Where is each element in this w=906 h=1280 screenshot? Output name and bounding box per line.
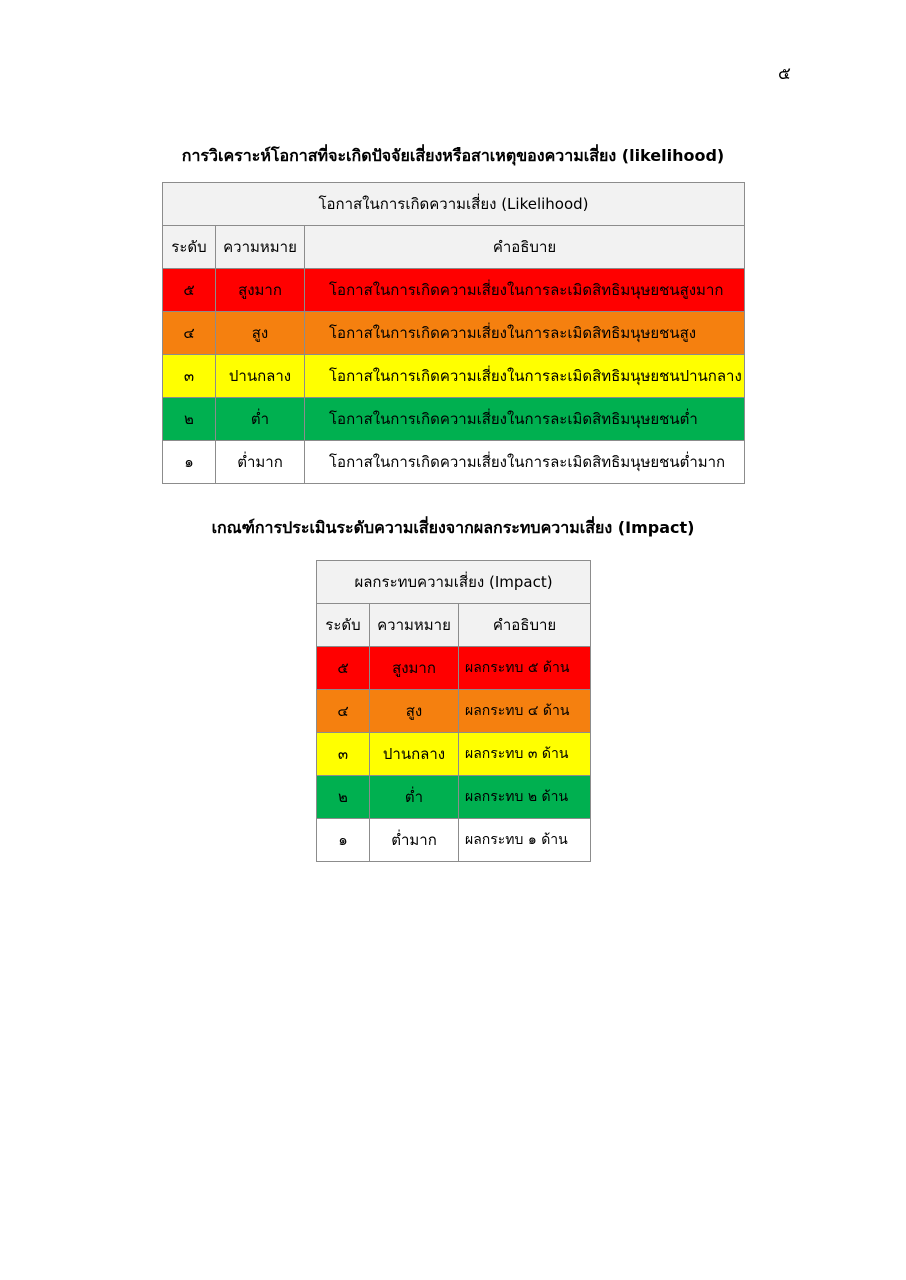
meaning-cell: ต่ำมาก xyxy=(370,819,459,862)
table-row xyxy=(317,690,591,733)
table-row xyxy=(163,398,745,441)
level-cell: ๕ xyxy=(163,269,216,312)
description-cell: โอกาสในการเกิดความเสี่ยงในการละเมิดสิทธิมนุษยชนปานกลาง xyxy=(305,355,745,398)
level-cell: ๔ xyxy=(317,690,370,733)
meaning-cell: ต่ำ xyxy=(370,776,459,819)
description-cell: โอกาสในการเกิดความเสี่ยงในการละเมิดสิทธิมนุษยชนต่ำ xyxy=(305,398,745,441)
likelihood-heading: การวิเคราะห์โอกาสที่จะเกิดปัจจัยเสี่ยงหรือสาเหตุของความเสี่ยง (likelihood) xyxy=(181,146,725,165)
column-header-meaning: ความหมาย xyxy=(216,226,305,269)
level-cell: ๔ xyxy=(163,312,216,355)
level-cell: ๓ xyxy=(317,733,370,776)
table-row xyxy=(163,269,745,312)
meaning-cell: สูงมาก xyxy=(216,269,305,312)
description-cell: ผลกระทบ ๔ ด้าน xyxy=(459,690,591,733)
description-cell: ผลกระทบ ๓ ด้าน xyxy=(459,733,591,776)
level-cell: ๑ xyxy=(317,819,370,862)
table-caption-row xyxy=(317,561,591,604)
description-cell: โอกาสในการเกิดความเสี่ยงในการละเมิดสิทธิมนุษยชนสูงมาก xyxy=(305,269,745,312)
meaning-cell: สูง xyxy=(370,690,459,733)
table-caption-row xyxy=(163,183,745,226)
column-header-description: คำอธิบาย xyxy=(459,604,591,647)
level-cell: ๕ xyxy=(317,647,370,690)
table-header-row xyxy=(317,604,591,647)
table-row xyxy=(317,647,591,690)
table-row xyxy=(163,441,745,484)
table-row xyxy=(163,312,745,355)
meaning-cell: ต่ำ xyxy=(216,398,305,441)
page-number: ๕ xyxy=(778,64,791,84)
column-header-level: ระดับ xyxy=(163,226,216,269)
column-header-level: ระดับ xyxy=(317,604,370,647)
column-header-description: คำอธิบาย xyxy=(305,226,745,269)
table-header-row xyxy=(163,226,745,269)
likelihood-table xyxy=(162,182,745,484)
table-row xyxy=(163,355,745,398)
impact-table-title: ผลกระทบความเสี่ยง (Impact) xyxy=(317,561,591,604)
impact-heading: เกณฑ์การประเมินระดับความเสี่ยงจากผลกระทบความเสี่ยง (Impact) xyxy=(211,518,695,537)
description-cell: โอกาสในการเกิดความเสี่ยงในการละเมิดสิทธิมนุษยชนต่ำมาก xyxy=(305,441,745,484)
column-header-meaning: ความหมาย xyxy=(370,604,459,647)
meaning-cell: ปานกลาง xyxy=(370,733,459,776)
level-cell: ๒ xyxy=(317,776,370,819)
level-cell: ๑ xyxy=(163,441,216,484)
description-cell: ผลกระทบ ๒ ด้าน xyxy=(459,776,591,819)
likelihood-table-title: โอกาสในการเกิดความเสี่ยง (Likelihood) xyxy=(163,183,745,226)
meaning-cell: สูงมาก xyxy=(370,647,459,690)
level-cell: ๓ xyxy=(163,355,216,398)
meaning-cell: ปานกลาง xyxy=(216,355,305,398)
meaning-cell: สูง xyxy=(216,312,305,355)
meaning-cell: ต่ำมาก xyxy=(216,441,305,484)
table-row xyxy=(317,776,591,819)
table-row xyxy=(317,733,591,776)
table-row xyxy=(317,819,591,862)
level-cell: ๒ xyxy=(163,398,216,441)
description-cell: ผลกระทบ ๑ ด้าน xyxy=(459,819,591,862)
description-cell: ผลกระทบ ๕ ด้าน xyxy=(459,647,591,690)
description-cell: โอกาสในการเกิดความเสี่ยงในการละเมิดสิทธิมนุษยชนสูง xyxy=(305,312,745,355)
impact-table xyxy=(316,560,591,862)
